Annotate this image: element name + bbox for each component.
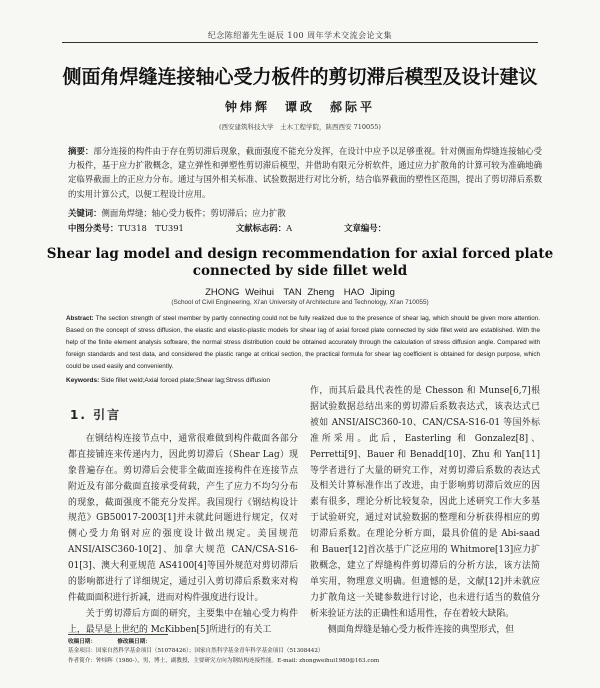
body-paragraph: 在钢结构连接节点中，通常很难做到构件截面各部分都直接铺连来传递内力，因此剪切滞后（Shear Lag）现象普遍存在。剪切滞后会使非全截面连接构件在连接节点附近及有部分截面直接承受荷载，产生了应力不均匀分布的现象，截面强度不能充分发挥。我国现行《钢结构设计规范》GB50017-2003[1]并未就此问题进行规定，仅对侧心受力角钢对应的强度设计做出规定。美国规范 ANSI/AISC360-10[2]、加拿大规范 CAN/CSA-S16-01[3]、澳大利亚规范 AS4100[4]等国外规范对剪切滞后的影响都进行了详细规定，通过引入剪切滞后系数来对构件截面面积进行折减，进而对构件强度进行设计。	[68, 433, 298, 603]
english-abstract	[66, 313, 540, 373]
class-number-value: TU318 TU391	[118, 223, 184, 233]
footnote-revised-label: 修改稿日期：	[117, 639, 151, 645]
article-number-label: 文章编号：	[344, 223, 387, 233]
chinese-keywords-text: 侧面角焊缝；轴心受力板件；剪切滞后；应力扩散	[101, 208, 286, 218]
body-column-right	[310, 384, 540, 639]
header-rule	[62, 42, 538, 43]
body-column-left	[68, 384, 298, 639]
chinese-abstract-text: 部分连接的构件由于存在剪切滞后现象，截面强度不能充分发挥，在设计中应予以足够重视。针对侧面角焊缝连接轴心受力板件，基于应力扩散概念，建立弹性和弹塑性剪切滞后模型，并借助有限元分析软件，通过应力扩散角的计算可较为准确地确定临界截面上的正应力分布。通过与国外相关标准、试验数据进行对比分析，结合临界截面的塑性区范围，提出了剪切滞后系数的实用计算公式，以便工程设计应用。	[68, 146, 543, 199]
english-title-line-1: Shear lag model and design recommendation for axial forced plate	[46, 246, 554, 262]
class-number-label: 中图分类号：	[68, 223, 119, 233]
footnote-received-label: 收稿日期：	[68, 639, 96, 645]
english-title-line-2: connected by side fillet weld	[192, 263, 408, 279]
english-abstract-label: Abstract:	[66, 315, 94, 322]
body-paragraph: 侧面角焊缝是轴心受力板件连接的典型形式，但	[327, 624, 515, 635]
footnote-fund: 基金项目：国家自然科学基金项目（51078426）；国家自然科学基金青年科学基金项目（51308442）	[68, 648, 324, 655]
footnote-rule	[68, 634, 168, 635]
running-head: 纪念陈绍蕃先生诞辰 100 周年学术交流会论文集	[207, 31, 393, 40]
english-title	[40, 246, 560, 280]
chinese-affiliation: (西安建筑科技大学 土木工程学院，陕西西安 710055)	[219, 123, 381, 131]
doc-code-value: A	[286, 223, 293, 233]
body-paragraph: 关于剪切滞后方面的研究，主要集中在轴心受力构件上，最早是上世纪的 McKibben[5]所进行的有关工	[68, 608, 298, 635]
section-heading-introduction: 1. 引言	[70, 408, 122, 422]
footnotes	[68, 638, 542, 666]
english-keywords	[66, 377, 540, 384]
english-affiliation: (School of Civil Engineering, Xi'an University of Architecture and Technology, Xi'an 710055)	[171, 299, 429, 306]
english-authors: ZHONG Weihui TAN Zheng HAO Jiping	[205, 287, 395, 298]
chinese-authors: 钟炜辉 谭政 郝际平	[224, 100, 375, 114]
doc-code-label: 文献标志码：	[235, 223, 287, 233]
chinese-title: 侧面角焊缝连接轴心受力板件的剪切滞后模型及设计建议	[62, 66, 538, 88]
english-abstract-text: The section strength of steel member by partly connecting could not be fully realized due to the presence of shear lag, which should be given more attention. Based on the concept of stress diffusion, the elastic and elastic-plastic models for shear lag of axial forced plate connected by side fillet weld are established. With the help of the finite element analysis software, the normal stress distribution could be obtained accurately through the calculation of stress diffusion angle. Compared with foreign standards and test data, and considered the plastic range at critical section, the practical formula for shear lag coefficient is obtained for design purpose, which could be used easily and conveniently.	[66, 315, 540, 370]
chinese-abstract-label: 摘要：	[68, 146, 94, 156]
footnote-dates	[68, 638, 542, 647]
english-keywords-text: Side fillet weld;Axial forced plate;Shear lag;Stress diffusion	[101, 377, 271, 384]
chinese-keywords	[68, 207, 542, 219]
classification-line	[68, 222, 542, 234]
english-keywords-label: Keywords:	[66, 377, 100, 384]
chinese-keywords-label: 关键词：	[68, 208, 102, 218]
chinese-abstract	[68, 144, 542, 201]
footnote-author: 作者简介：钟炜辉（1980-），男，博士，副教授，主要研究方向为钢结构连接性能。E-mail: zhongweihui1980@163.com	[68, 657, 380, 664]
body-paragraph: 作，而其后最具代表性的是 Chesson 和 Munse[6,7]根据试验数据总结出来的剪切滞后系数表达式，该表达式已被如 ANSI/AISC360-10、CAN/CSA-S16-01 等国外标准所采用。此后，Easterling 和 Gonzalez[8]、Perretti[9]、Bauer 和 Benadd[10]、Zhu 和 Yan[11]等学者进行了大量的研究工作，对剪切滞后系数的表达式及相关计算标准作出了改进，由于影响剪切滞后效应的因素有很多，理论分析比较复杂，因此上述研究工作大多基于试验研究，通过对试验数据的整理和分析获得相应的剪切滞后系数。在理论分析方面，最具价值的是 Abi-saad 和 Bauer[12]首次基于广泛应用的 Whitmore[13]应力扩散概念，建立了焊缝构件剪切滞后的分析方法，该方法简单实用，物理意义明确。但遗憾的是，文献[12]并未就应力扩散角这一关键参数进行讨论，也未进行适当的数值分析来验证方法的正确性和适用性，存在着较大缺陷。	[310, 386, 540, 619]
